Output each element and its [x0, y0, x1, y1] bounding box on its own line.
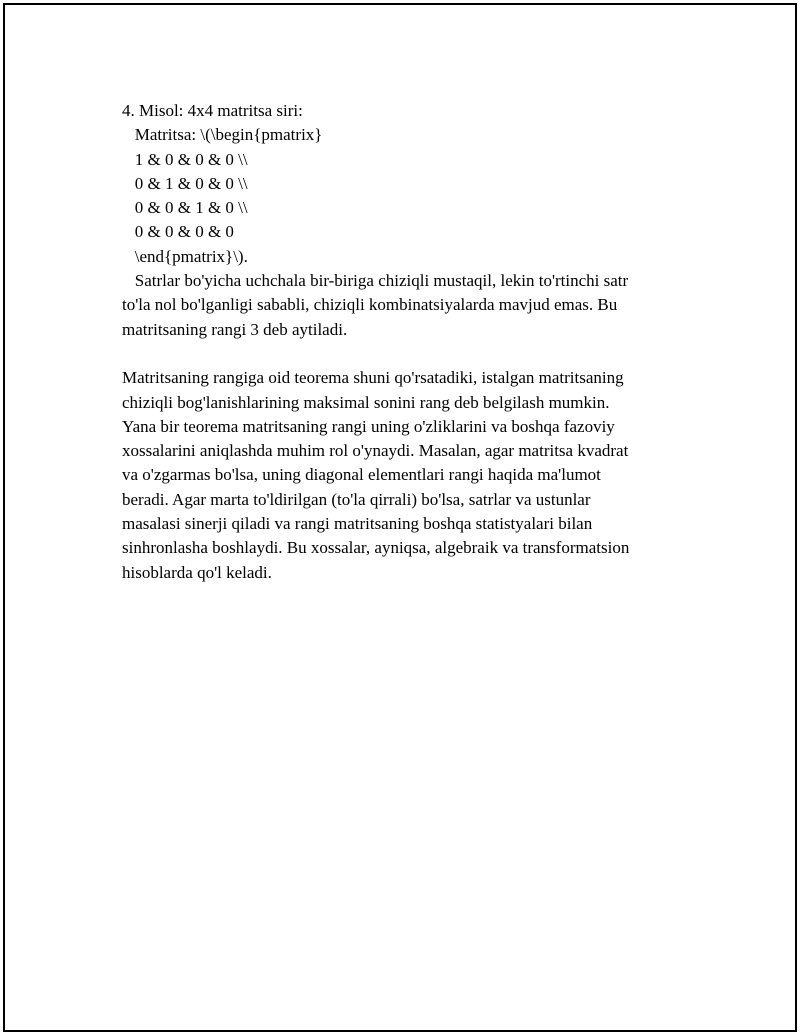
- theorem-line-2: chiziqli bog'lanishlarining maksimal sonini rang deb belgilash mumkin.: [122, 392, 610, 412]
- theorem-line-3: Yana bir teorema matritsaning rangi uning o'zliklarini va boshqa fazoviy: [122, 416, 615, 436]
- explanation-line-1: Satrlar bo'yicha uchchala bir-biriga chiziqli mustaqil, lekin to'rtinchi satr: [122, 271, 629, 291]
- matrix-row-2: 0 & 1 & 0 & 0 \\: [122, 173, 248, 193]
- theorem-line-5: va o'zgarmas bo'lsa, uning diagonal elementlari rangi haqida ma'lumot: [122, 465, 601, 485]
- page-frame: [3, 3, 797, 1032]
- theorem-line-7: masalasi sinerji qiladi va rangi matritsaning boshqa statistyalari bilan: [122, 514, 593, 534]
- theorem-line-6: beradi. Agar marta to'ldirilgan (to'la qirrali) bo'lsa, satrlar va ustunlar: [122, 489, 591, 509]
- example-heading: 4. Misol: 4x4 matritsa siri:: [122, 101, 303, 120]
- matrix-row-3: 0 & 0 & 1 & 0 \\: [122, 198, 248, 218]
- explanation-line-3: matritsaning rangi 3 deb aytiladi.: [122, 319, 348, 339]
- theorem-line-8: sinhronlasha boshlaydi. Bu xossalar, ayniqsa, algebraik va transformatsion: [122, 538, 630, 558]
- theorem-line-4: xossalarini aniqlashda muhim rol o'ynaydi. Masalan, agar matritsa kvadrat: [122, 441, 629, 461]
- matrix-start-line: Matritsa: \(\begin{pmatrix}: [122, 125, 323, 145]
- matrix-end-line: \end{pmatrix}\).: [122, 246, 248, 266]
- theorem-line-1: Matritsaning rangiga oid teorema shuni qo'rsatadiki, istalgan matritsaning: [122, 368, 624, 388]
- matrix-row-4: 0 & 0 & 0 & 0: [122, 222, 234, 242]
- document-body: [122, 99, 682, 585]
- matrix-row-1: 1 & 0 & 0 & 0 \\: [122, 149, 248, 169]
- theorem-line-9: hisoblarda qo'l keladi.: [122, 562, 272, 582]
- explanation-line-2: to'la nol bo'lganligi sababli, chiziqli kombinatsiyalarda mavjud emas. Bu: [122, 295, 618, 315]
- paragraph-gap: [122, 342, 682, 366]
